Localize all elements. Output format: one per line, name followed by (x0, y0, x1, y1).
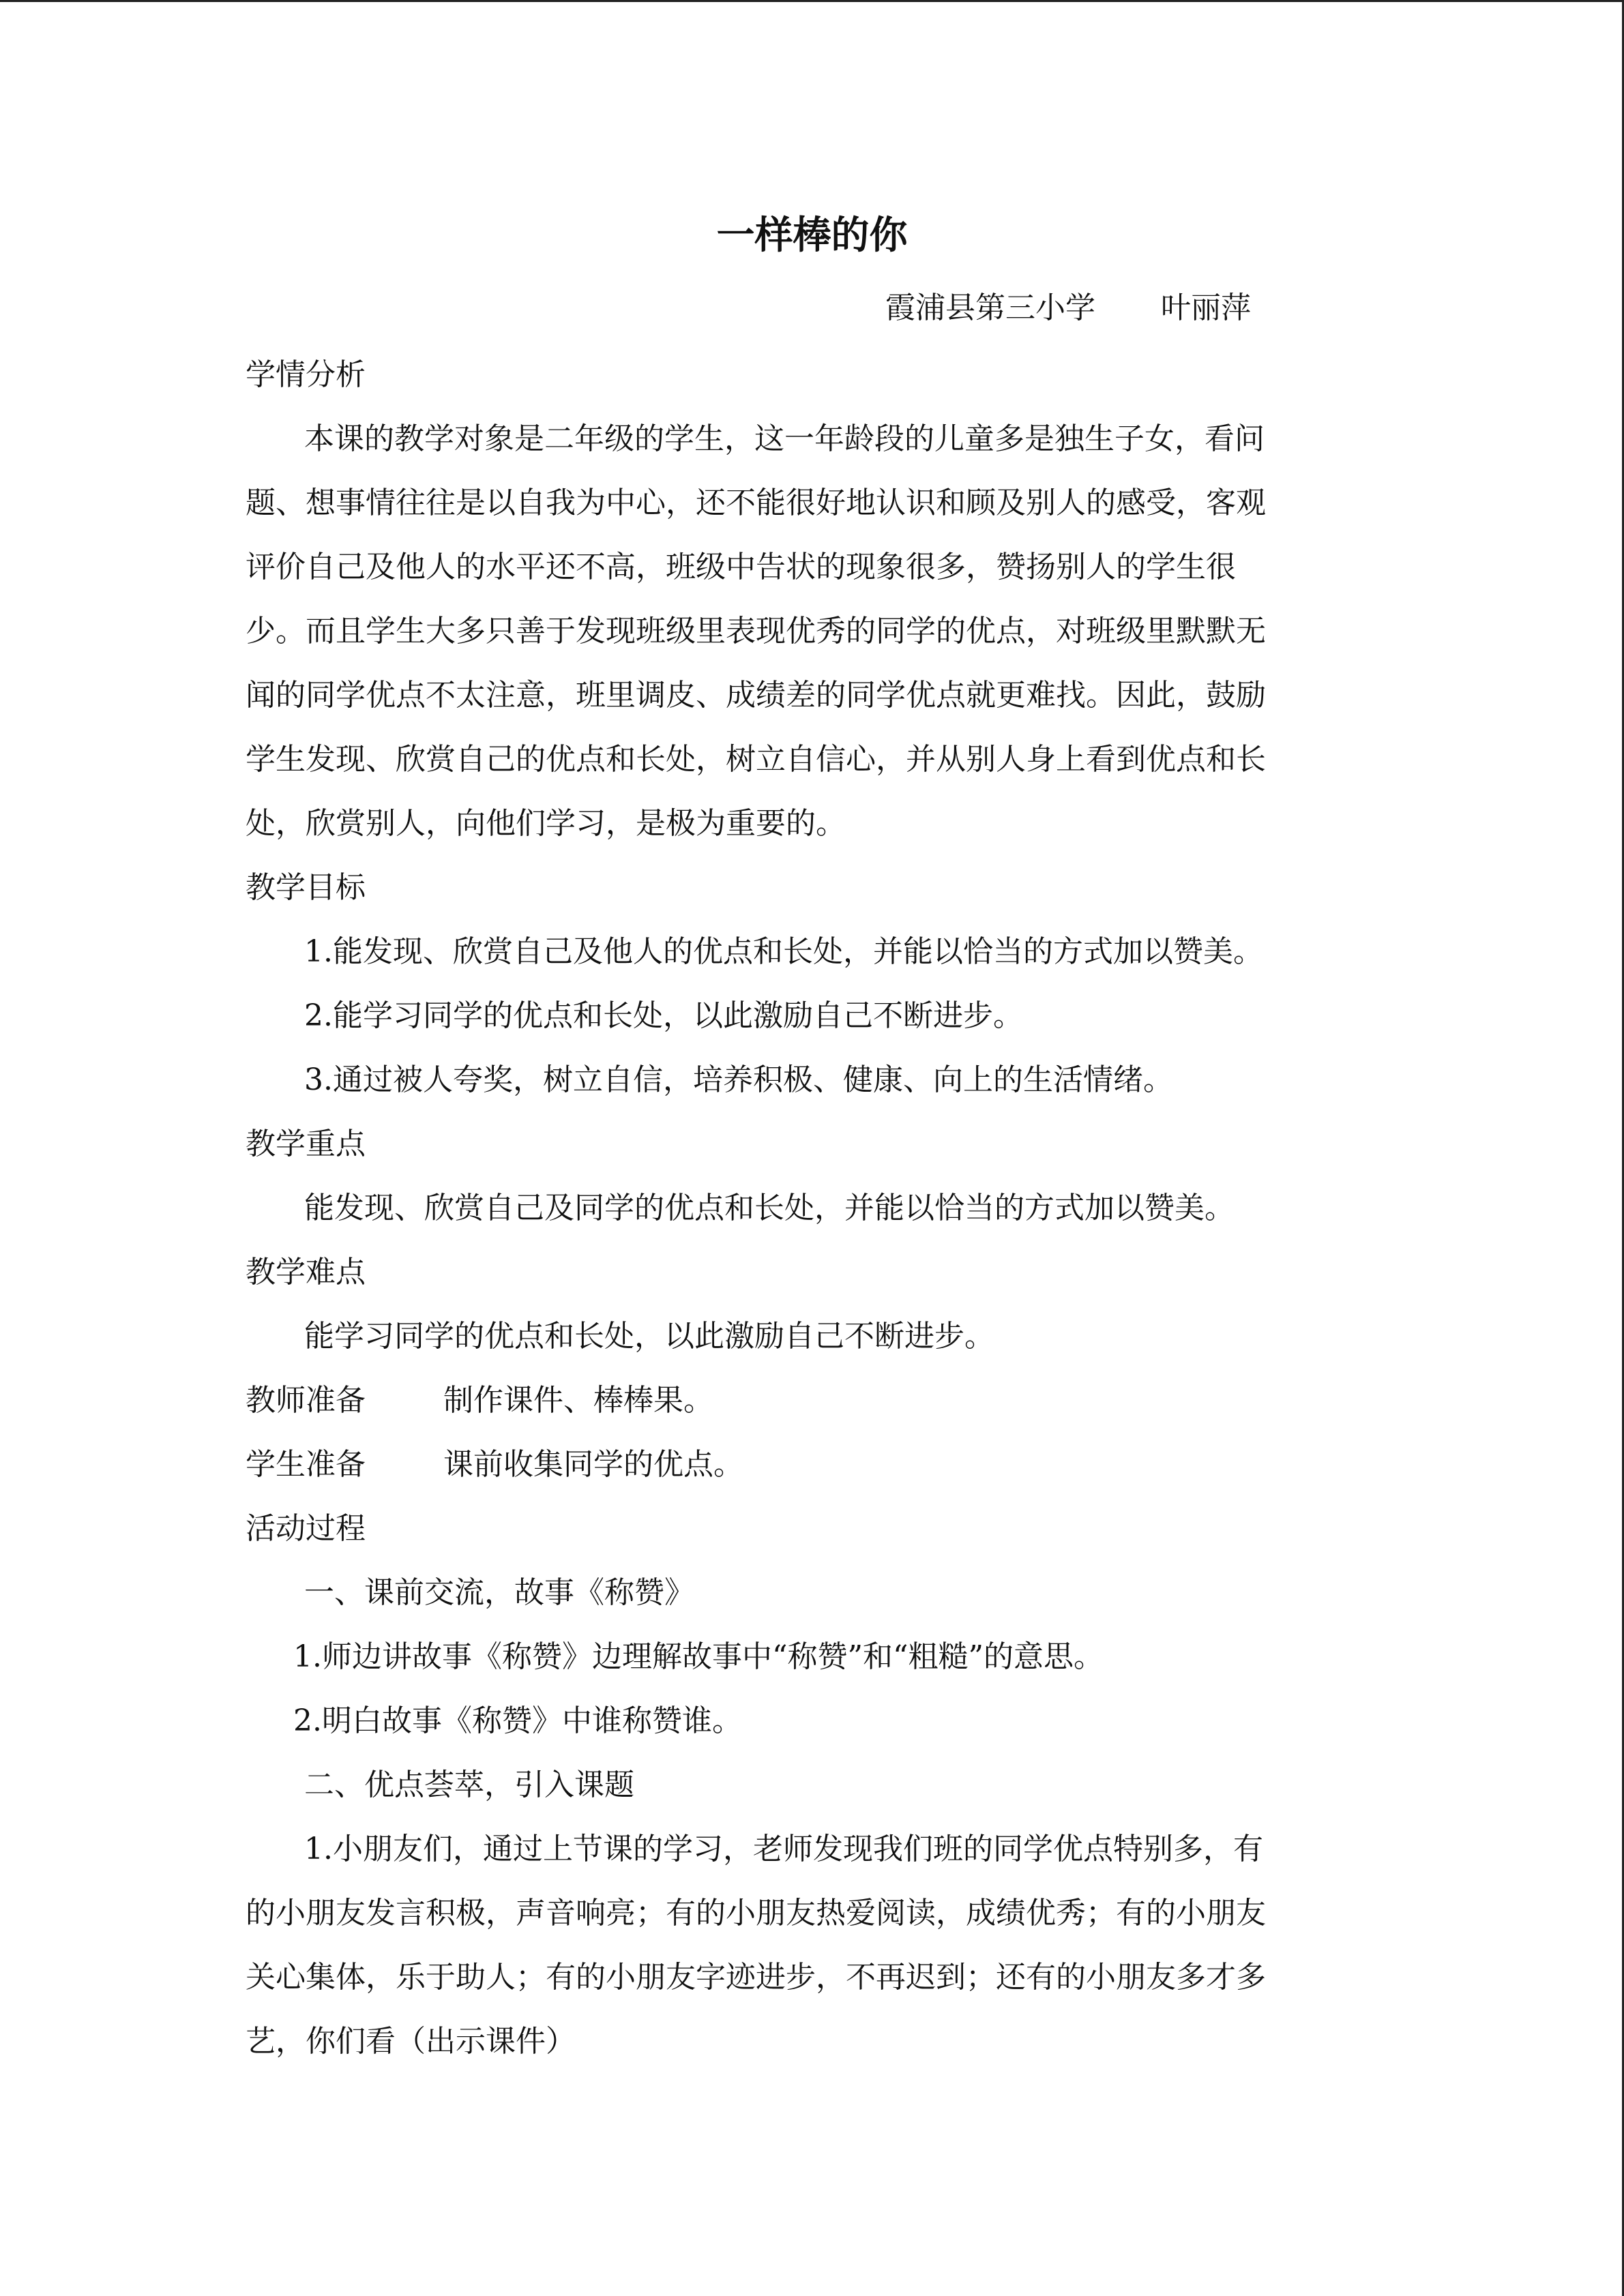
section-heading-analysis: 学情分析 (246, 357, 366, 392)
key-point-text: 能发现、欣赏自己及同学的优点和长处，并能以恰当的方式加以赞美。 (304, 1191, 1235, 1225)
process-part1-item: 1.师边讲故事《称赞》边理解故事中“称赞”和“粗糙”的意思。 (293, 1639, 1104, 1674)
student-prep-label: 学生准备 (246, 1447, 366, 1482)
author-school: 霞浦县第三小学 (885, 290, 1095, 325)
analysis-line: 题、想事情往往是以自我为中心，还不能很好地认识和顾及别人的感受，客观 (246, 486, 1266, 520)
analysis-line: 少。而且学生大多只善于发现班级里表现优秀的同学的优点，对班级里默默无 (246, 614, 1266, 648)
section-heading-goals: 教学目标 (246, 870, 366, 905)
analysis-line: 学生发现、欣赏自己的优点和长处，树立自信心，并从别人身上看到优点和长 (246, 742, 1266, 777)
process-part2-line: 关心集体，乐于助人；有的小朋友字迹进步，不再迟到；还有的小朋友多才多 (246, 1960, 1266, 1995)
section-heading-key-point: 教学重点 (246, 1127, 366, 1161)
page-top-border (0, 0, 1624, 2)
difficulty-text: 能学习同学的优点和长处，以此激励自己不断进步。 (304, 1319, 994, 1354)
student-prep-line (246, 1443, 743, 1487)
document-title: 一样棒的你 (716, 213, 908, 258)
goal-item: 1.能发现、欣赏自己及他人的优点和长处，并能以恰当的方式加以赞美。 (304, 934, 1263, 969)
teacher-prep-text: 制作课件、棒棒果。 (443, 1383, 713, 1418)
process-part1-heading: 一、课前交流，故事《称赞》 (304, 1575, 694, 1610)
analysis-line: 评价自己及他人的水平还不高，班级中告状的现象很多，赞扬别人的学生很 (246, 550, 1236, 584)
teacher-prep-line (246, 1379, 713, 1422)
author-line (885, 286, 1251, 330)
process-part2-line: 艺，你们看（出示课件） (246, 2024, 576, 2059)
analysis-line: 处，欣赏别人，向他们学习，是极为重要的。 (246, 806, 846, 841)
teacher-prep-label: 教师准备 (246, 1383, 366, 1418)
process-part1-item: 2.明白故事《称赞》中谁称赞谁。 (293, 1703, 742, 1738)
analysis-line: 闻的同学优点不太注意，班里调皮、成绩差的同学优点就更难找。因此，鼓励 (246, 678, 1266, 713)
process-part2-line: 1.小朋友们，通过上节课的学习，老师发现我们班的同学优点特别多，有 (304, 1832, 1263, 1866)
process-part2-line: 的小朋友发言积极，声音响亮；有的小朋友热爱阅读，成绩优秀；有的小朋友 (246, 1896, 1266, 1930)
author-name: 叶丽萍 (1161, 290, 1251, 325)
goal-item: 2.能学习同学的优点和长处，以此激励自己不断进步。 (304, 998, 1023, 1033)
section-heading-process: 活动过程 (246, 1511, 366, 1546)
analysis-line: 本课的教学对象是二年级的学生，这一年龄段的儿童多是独生子女，看问 (304, 421, 1265, 456)
student-prep-text: 课前收集同学的优点。 (443, 1447, 743, 1482)
goal-item: 3.通过被人夸奖，树立自信，培养积极、健康、向上的生活情绪。 (304, 1062, 1173, 1097)
process-part2-heading: 二、优点荟萃，引入课题 (304, 1768, 634, 1802)
section-heading-difficulty: 教学难点 (246, 1255, 366, 1289)
